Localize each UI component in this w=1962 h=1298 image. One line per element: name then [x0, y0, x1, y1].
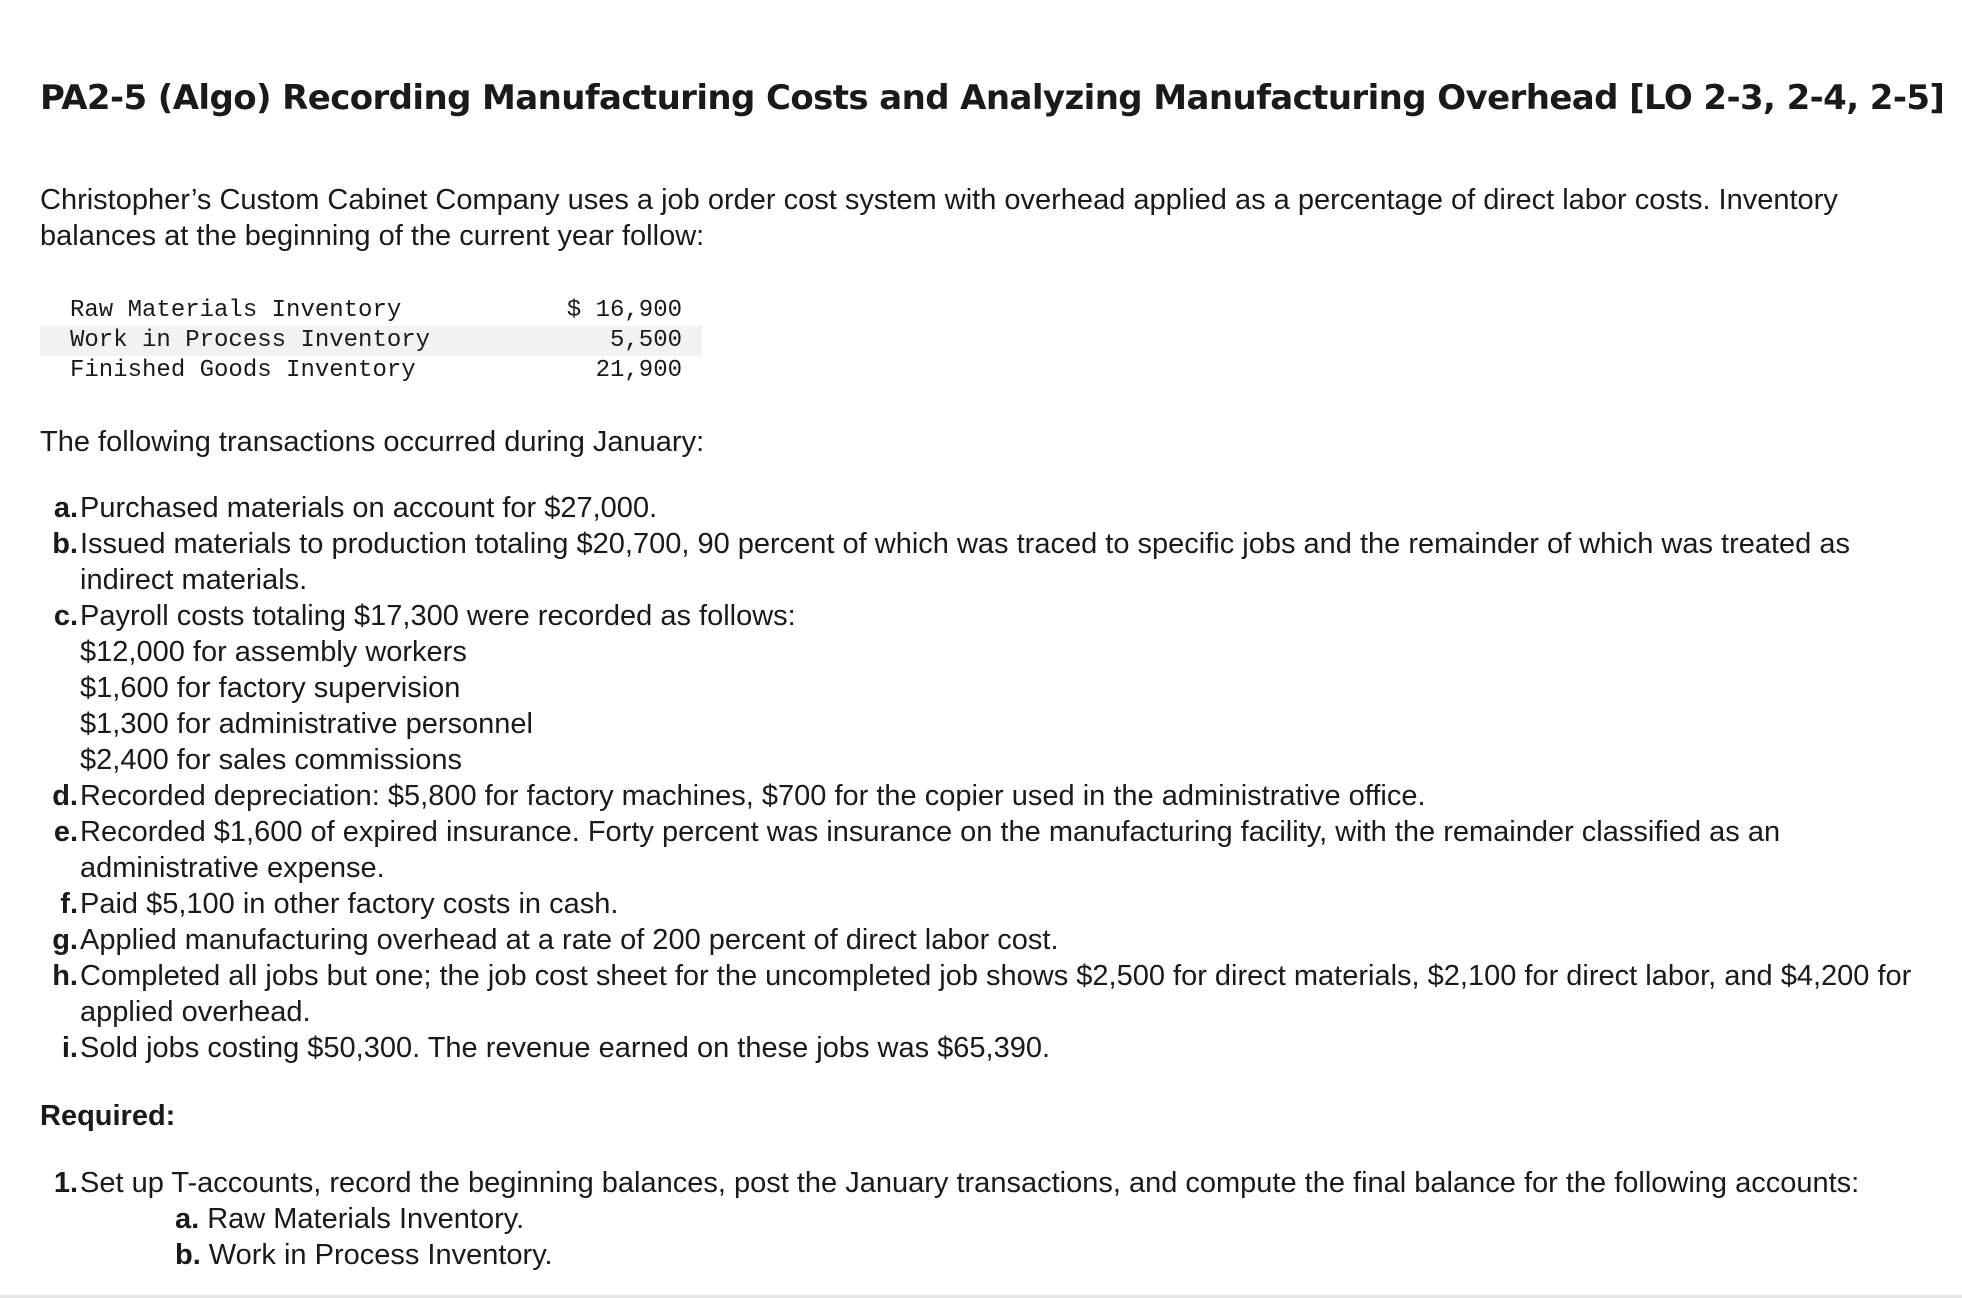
transaction-e	[40, 814, 1940, 886]
balance-label: Work in Process Inventory	[40, 326, 532, 356]
transaction-text: Recorded depreciation: $5,800 for factory machines, $700 for the copier used in the administrative office.	[80, 780, 1426, 812]
problem-title: PA2-5 (Algo) Recording Manufacturing Costs and Analyzing Manufacturing Overhead [LO 2-3, 2-4, 2-5]	[40, 78, 1945, 118]
balance-amount: 5,500	[532, 326, 702, 356]
transaction-marker: b.	[52, 528, 78, 560]
balance-amount: $ 16,900	[566, 297, 682, 324]
balance-row-work-in-process	[40, 326, 702, 356]
transaction-marker: d.	[52, 780, 78, 812]
transaction-c	[40, 598, 1940, 778]
payroll-line: $2,400 for sales commissions	[80, 744, 462, 776]
transaction-text: Applied manufacturing overhead at a rate of 200 percent of direct labor cost.	[80, 924, 1059, 956]
transaction-i	[40, 1030, 1940, 1066]
transaction-text: Recorded $1,600 of expired insurance. Forty percent was insurance on the manufacturing facility, with the remainder classified as an administrative expense.	[80, 816, 1781, 884]
requirement-sub-marker: b.	[175, 1239, 201, 1271]
transaction-d	[40, 778, 1940, 814]
intro-paragraph: Christopher’s Custom Cabinet Company uses a job order cost system with overhead applied as a percentage of direct labor costs. Inventory balances at the beginning of the current year follow:	[40, 184, 1838, 252]
transaction-g	[40, 922, 1940, 958]
balance-row-finished-goods	[40, 356, 702, 386]
transaction-a	[40, 490, 1940, 526]
payroll-line: $1,600 for factory supervision	[80, 672, 461, 704]
transactions-lead: The following transactions occurred during January:	[40, 426, 705, 458]
transaction-b	[40, 526, 1940, 598]
requirement-sub-text: Raw Materials Inventory.	[207, 1203, 525, 1235]
transaction-f	[40, 886, 1940, 922]
requirements-list	[40, 1165, 1940, 1273]
requirement-sub-marker: a.	[175, 1203, 200, 1235]
transaction-text: Issued materials to production totaling $20,700, 90 percent of which was traced to specific jobs and the remainder of which was treated as indirect materials.	[80, 528, 1850, 596]
transaction-marker: a.	[53, 492, 78, 524]
transaction-text: Purchased materials on account for $27,000.	[80, 492, 658, 524]
requirement-text: Set up T-accounts, record the beginning balances, post the January transactions, and compute the final balance for the following accounts:	[80, 1167, 1860, 1199]
transaction-h	[40, 958, 1940, 1030]
transaction-text: Paid $5,100 in other factory costs in cash.	[80, 888, 619, 920]
requirement-marker: 1.	[53, 1167, 78, 1199]
requirement-1b	[80, 1237, 1940, 1273]
transaction-text: Payroll costs totaling $17,300 were recorded as follows:	[80, 600, 796, 632]
balance-label: Finished Goods Inventory	[70, 357, 416, 384]
requirement-1	[40, 1165, 1940, 1273]
transaction-marker: g.	[52, 924, 78, 956]
transaction-marker: h.	[52, 960, 78, 992]
balance-amount: 21,900	[595, 357, 682, 384]
transaction-marker: e.	[53, 816, 78, 848]
transaction-marker: f.	[60, 888, 78, 920]
transaction-text: Sold jobs costing $50,300. The revenue earned on these jobs was $65,390.	[80, 1032, 1051, 1064]
required-heading: Required:	[40, 1100, 176, 1132]
transaction-text: Completed all jobs but one; the job cost sheet for the uncompleted job shows $2,500 for direct materials, $2,100 for direct labor, and $4,200 for applied overhead.	[80, 960, 1912, 1028]
beginning-balances-table	[40, 296, 702, 386]
payroll-line: $1,300 for administrative personnel	[80, 708, 533, 740]
balance-row-raw-materials	[40, 296, 702, 326]
requirement-1a	[80, 1201, 1940, 1237]
balance-label: Raw Materials Inventory	[70, 297, 402, 324]
transaction-marker: i.	[61, 1032, 78, 1064]
payroll-line: $12,000 for assembly workers	[80, 636, 467, 668]
transaction-marker: c.	[53, 600, 78, 632]
requirement-sublist	[80, 1201, 1940, 1273]
requirement-sub-text: Work in Process Inventory.	[208, 1239, 553, 1271]
transactions-list	[40, 490, 1940, 1066]
